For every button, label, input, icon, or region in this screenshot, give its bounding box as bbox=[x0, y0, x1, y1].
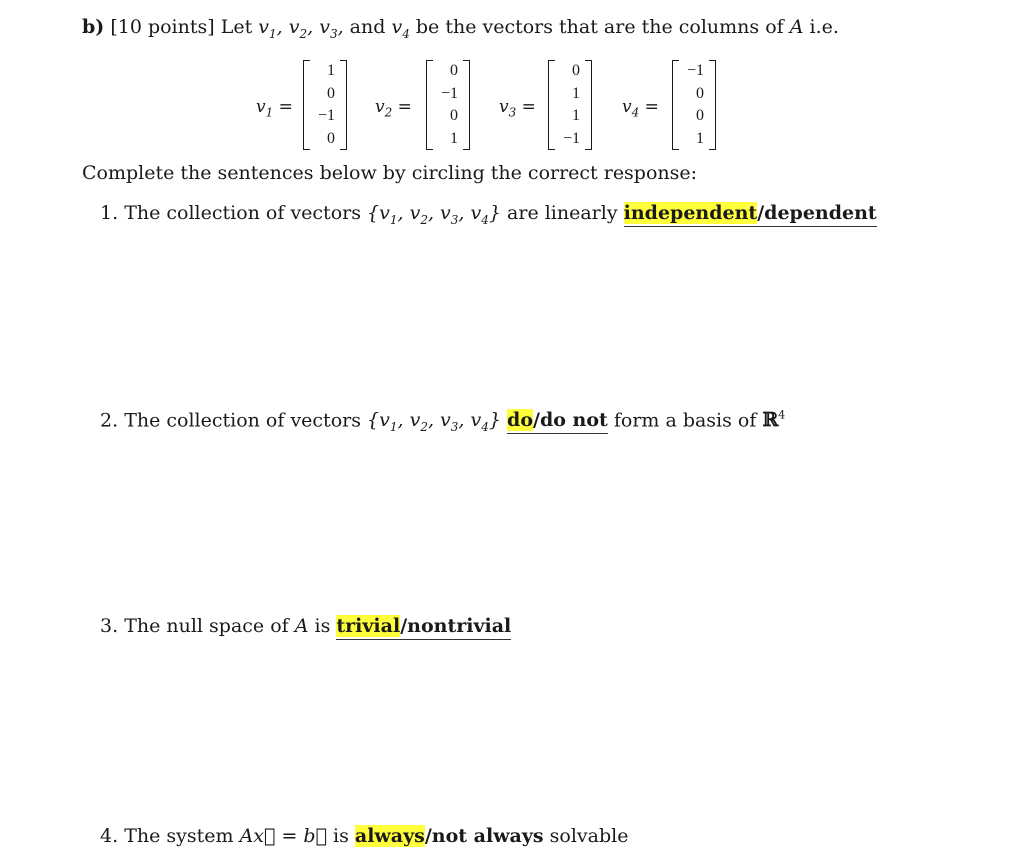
q3-option-trivial[interactable]: trivial bbox=[336, 615, 401, 637]
q4-option-always[interactable]: always bbox=[354, 825, 425, 847]
header-matrix-name: A bbox=[789, 16, 804, 38]
q1-options bbox=[624, 202, 877, 227]
question-3 bbox=[100, 615, 511, 637]
header-text-before: Let bbox=[220, 16, 253, 38]
v1-entry: −1 bbox=[317, 107, 335, 125]
part-label: b) bbox=[82, 16, 105, 38]
q2-slash: / bbox=[533, 409, 540, 432]
q2-prefix: The collection of vectors bbox=[124, 409, 361, 432]
v3-entry: 1 bbox=[572, 84, 580, 102]
q1-mid: are linearly bbox=[507, 202, 618, 224]
v1-entry: 0 bbox=[327, 129, 335, 147]
header-text-after: be the vectors that are the columns of bbox=[415, 16, 784, 38]
q3-slash: / bbox=[400, 615, 408, 637]
q2-option-do-not[interactable]: do not bbox=[539, 409, 608, 432]
v3-matrix bbox=[548, 60, 592, 150]
q4-suffix: solvable bbox=[549, 825, 629, 847]
q3-matrix: A bbox=[294, 615, 309, 637]
header-v1: $v_1$, $v_2$, $v_3$, bbox=[258, 16, 344, 41]
v4-entry: 0 bbox=[696, 107, 704, 125]
points-label: [10 points] bbox=[110, 16, 215, 38]
header-ie: i.e. bbox=[809, 16, 839, 38]
q2-option-do[interactable]: do bbox=[507, 409, 533, 432]
q4-options bbox=[355, 825, 544, 847]
v3-entry: 0 bbox=[572, 62, 580, 80]
v2-entry: 0 bbox=[450, 62, 458, 80]
q4-is: is bbox=[333, 825, 349, 847]
v3-entry: 1 bbox=[572, 107, 580, 125]
q1-option-dependent[interactable]: dependent bbox=[764, 202, 877, 224]
question-4 bbox=[100, 825, 628, 847]
q2-suffix: form a basis of bbox=[613, 409, 757, 432]
v3-entry: −1 bbox=[562, 129, 580, 147]
v4-entry: 0 bbox=[696, 84, 704, 102]
header-v4: $v_4$ bbox=[391, 16, 410, 41]
q3-option-nontrivial[interactable]: nontrivial bbox=[407, 615, 512, 637]
q3-is: is bbox=[314, 615, 331, 637]
q3-prefix: The null space of bbox=[124, 615, 289, 637]
q1-set: {$v_1$, $v_2$, $v_3$, $v_4$} bbox=[367, 202, 501, 227]
v1-matrix bbox=[303, 60, 347, 150]
question-1 bbox=[100, 202, 877, 227]
problem-header bbox=[82, 16, 839, 41]
v2-label: $v_2$ = bbox=[375, 97, 412, 120]
q4-equation: Ax⃗ = b⃗ bbox=[239, 825, 327, 847]
v1-entry: 1 bbox=[327, 62, 335, 80]
v4-entry: −1 bbox=[686, 62, 704, 80]
instruction: Complete the sentences below by circling the correct response: bbox=[82, 162, 698, 184]
q1-number: 1. bbox=[100, 202, 119, 224]
v2-entry: 0 bbox=[450, 107, 458, 125]
v4-entry: 1 bbox=[696, 129, 704, 147]
q3-options bbox=[336, 615, 511, 640]
q2-number: 2. bbox=[100, 409, 119, 432]
v4-matrix bbox=[672, 60, 716, 150]
q3-number: 3. bbox=[100, 615, 119, 637]
v3-label: $v_3$ = bbox=[499, 97, 536, 120]
q4-option-not-always[interactable]: not always bbox=[431, 825, 544, 847]
v2-entry: 1 bbox=[450, 129, 458, 147]
q2-space: ℝ$^4$ bbox=[762, 409, 786, 432]
q4-slash: / bbox=[424, 825, 432, 847]
header-and: and bbox=[349, 16, 386, 38]
q2-set: {$v_1$, $v_2$, $v_3$, $v_4$} bbox=[367, 409, 501, 435]
v2-entry: −1 bbox=[440, 84, 458, 102]
v1-label: $v_1$ = bbox=[256, 97, 293, 120]
v1-entry: 0 bbox=[327, 84, 335, 102]
v2-matrix bbox=[426, 60, 470, 150]
q1-prefix: The collection of vectors bbox=[124, 202, 361, 224]
q4-number: 4. bbox=[100, 825, 119, 847]
question-2 bbox=[100, 409, 785, 434]
q1-slash: / bbox=[757, 202, 765, 224]
q4-prefix: The system bbox=[124, 825, 234, 847]
q2-options bbox=[507, 409, 608, 434]
v4-label: $v_4$ = bbox=[622, 97, 659, 120]
q1-option-independent[interactable]: independent bbox=[623, 202, 758, 224]
